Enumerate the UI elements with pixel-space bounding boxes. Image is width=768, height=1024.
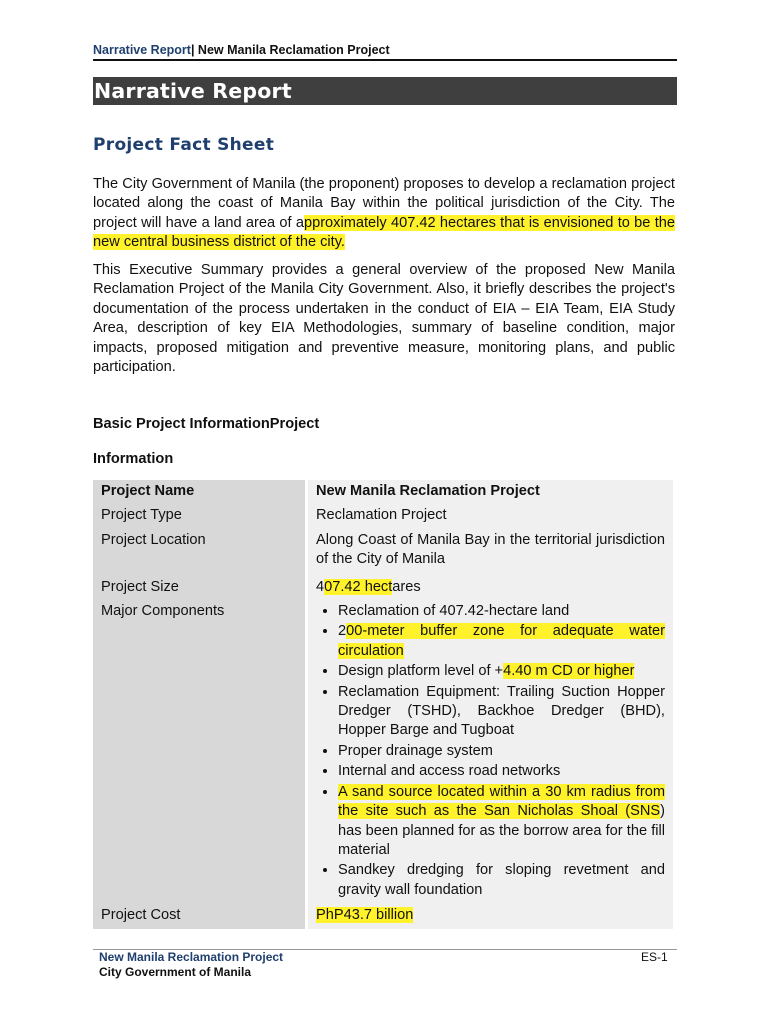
list-item [338, 762, 665, 781]
list-item-highlight: 00-meter buffer zone for adequate water circulation [338, 623, 665, 659]
list-item-text: Reclamation of 407.42-hectare land [338, 603, 570, 620]
header-label: Narrative Report [93, 43, 191, 57]
intro-paragraph [93, 175, 675, 253]
row-key: Project Cost [93, 904, 308, 928]
list-item-text: Proper drainage system [338, 742, 493, 759]
row-value [308, 576, 673, 600]
list-item [338, 783, 665, 861]
list-item [338, 602, 665, 621]
list-item-text: ) has been planned for as the borrow area for the fill material [338, 803, 665, 858]
section-heading: Project Fact Sheet [93, 135, 275, 155]
title-bar [93, 77, 677, 105]
list-item-text: Internal and access road networks [338, 763, 561, 780]
header-rule [93, 59, 677, 61]
row-key: Project Name [93, 480, 308, 504]
row-key: Major Components [93, 600, 308, 904]
list-item [338, 861, 665, 900]
table-row [93, 504, 673, 528]
header-project: New Manila Reclamation Project [194, 43, 390, 57]
row-key: Project Location [93, 529, 308, 576]
list-item [338, 662, 665, 681]
list-item [338, 742, 665, 761]
cost-highlight: PhP43.7 billion [316, 907, 414, 924]
list-item-text: 2 [338, 623, 347, 640]
row-value: Along Coast of Manila Bay in the territorial jurisdiction of the City of Manila [308, 529, 673, 576]
table-row [93, 600, 673, 904]
list-item-text: Design platform level of + [338, 663, 504, 680]
row-value [308, 600, 673, 904]
list-item [338, 622, 665, 661]
intro-highlight: pproximately 407.42 hectares that is envisioned to be the new central business district of the city. [93, 214, 675, 251]
header-separator: | [190, 43, 195, 57]
list-item [338, 683, 665, 741]
table-row [93, 529, 673, 576]
info-label-line1: Basic Project InformationProject [93, 416, 320, 432]
list-item-text: Reclamation Equipment: Trailing Suction Hopper Dredger (TSHD), Backhoe Dredger (BHD), Hopper Barge and Tugboat [338, 683, 665, 739]
row-value: New Manila Reclamation Project [308, 480, 673, 504]
list-item-highlight: A sand source located within a 30 km radius from the site such as the San Nicholas Shoal (SNS [338, 783, 665, 820]
page-number: ES-1 [641, 950, 668, 964]
table-row [93, 904, 673, 928]
row-key: Project Size [93, 576, 308, 600]
running-header [93, 43, 390, 57]
footer-org: City Government of Manila [99, 965, 252, 979]
components-list [316, 602, 665, 900]
page-title: Narrative Report [94, 79, 292, 103]
project-info-table [93, 480, 673, 929]
row-key: Project Type [93, 504, 308, 528]
intro-text: The City Government of Manila (the proponent) proposes to develop a reclamation project located along the coast of Manila Bay within the political jurisdiction of the City. The project will have a land area of a [93, 176, 675, 231]
info-label-line2: Information [93, 451, 174, 467]
list-item-highlight: 4.40 m CD or higher [503, 663, 635, 680]
size-pre: 4 [316, 578, 325, 595]
footer-project: New Manila Reclamation Project [99, 950, 284, 964]
summary-paragraph: This Executive Summary provides a general overview of the proposed New Manila Reclamation Project of the Manila City Government. Also, it briefly describes the project's documentation of the process undertaken in the conduct of EIA – EIA Team, EIA Study Area, description of key EIA Methodologies, summary of baseline condition, major impacts, proposed mitigation and preventive measure, monitoring plans, and public participation. [93, 262, 675, 376]
size-highlight: 07.42 hect [324, 578, 393, 595]
row-value: Reclamation Project [308, 504, 673, 528]
table-row [93, 576, 673, 600]
size-post: ares [392, 578, 421, 595]
row-value [308, 904, 673, 928]
table-row [93, 480, 673, 504]
list-item-text: Sandkey dredging for sloping revetment and gravity wall foundation [338, 862, 665, 898]
